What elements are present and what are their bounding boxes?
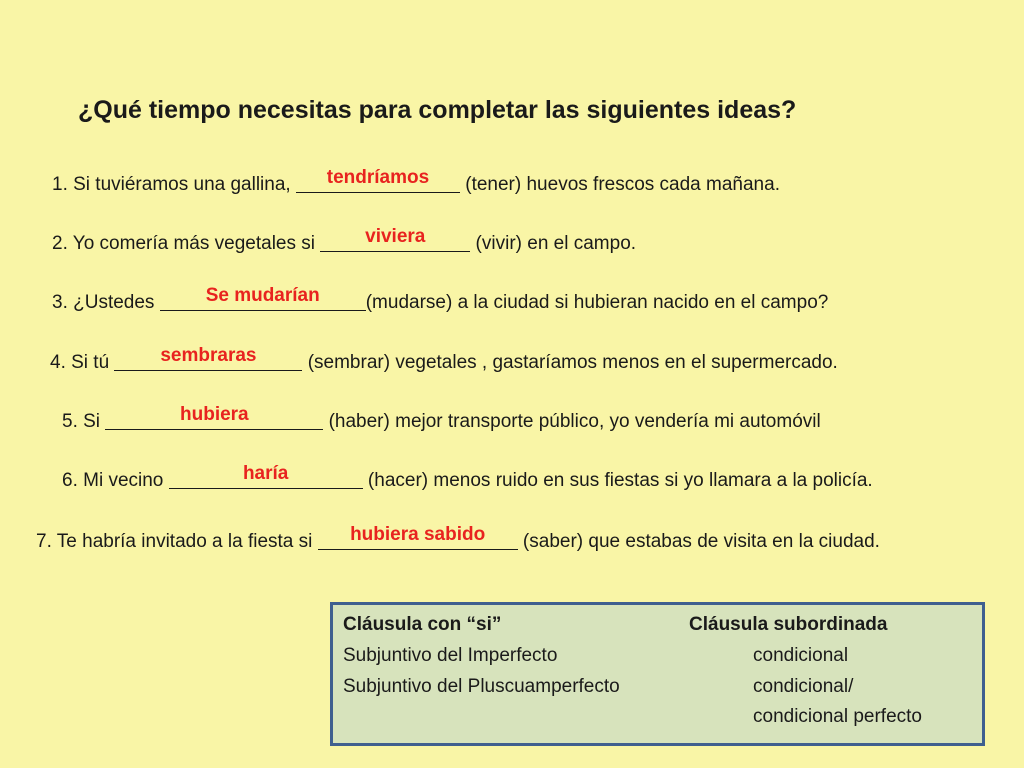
summary-box: [330, 602, 985, 746]
answer-blank: [320, 226, 470, 252]
answer-blank: [169, 463, 363, 489]
answer-text: hubiera: [180, 404, 249, 425]
answer-text: sembraras: [160, 345, 257, 366]
answer-blank: [296, 167, 460, 193]
answer-text: Se mudarían: [205, 285, 320, 306]
item-text-after: (mudarse) a la ciudad si hubieran nacido en el campo?: [365, 292, 829, 313]
exercise-item-5: [62, 404, 821, 435]
answer-blank: [105, 404, 323, 430]
answer-text: tendríamos: [326, 167, 430, 188]
item-text-before: 6. Mi vecino: [62, 470, 169, 491]
slide-title: ¿Qué tiempo necesitas para completar las siguientes ideas?: [78, 96, 797, 124]
box-row1-left: Subjuntivo del Imperfecto: [343, 645, 558, 666]
answer-text: hubiera sabido: [350, 524, 486, 545]
box-row2-right: condicional/: [753, 676, 854, 697]
exercise-item-1: [52, 167, 780, 198]
item-text-before: 1. Si tuviéramos una gallina,: [52, 174, 296, 195]
exercise-item-4: [50, 345, 838, 376]
item-text-after: (tener) huevos frescos cada mañana.: [459, 174, 780, 195]
answer-text: haría: [242, 463, 289, 484]
answer-blank: [114, 345, 302, 371]
item-text-before: 7. Te habría invitado a la fiesta si: [36, 531, 318, 552]
item-text-before: 4. Si tú: [50, 352, 115, 373]
exercise-item-3: [52, 285, 829, 316]
exercise-item-2: [52, 226, 637, 257]
box-header-right: Cláusula subordinada: [689, 614, 888, 635]
item-text-after: (haber) mejor transporte público, yo vendería mi automóvil: [323, 411, 821, 432]
answer-blank: [318, 524, 518, 550]
exercise-item-6: [62, 463, 873, 494]
answer-text: viviera: [365, 226, 426, 247]
box-row1-right: condicional: [753, 645, 849, 666]
item-text-before: 2. Yo comería más vegetales si: [52, 233, 321, 254]
item-text-after: (hacer) menos ruido en sus fiestas si yo llamara a la policía.: [362, 470, 873, 491]
item-text-before: 3. ¿Ustedes: [52, 292, 160, 313]
answer-blank: [160, 285, 366, 311]
item-text-after: (sembrar) vegetales , gastaríamos menos en el supermercado.: [302, 352, 838, 373]
box-row3-right: condicional perfecto: [753, 706, 922, 727]
box-row2-left: Subjuntivo del Pluscuamperfecto: [343, 676, 620, 697]
item-text-before: 5. Si: [62, 411, 106, 432]
item-text-after: (vivir) en el campo.: [470, 233, 637, 254]
item-text-after: (saber) que estabas de visita en la ciudad.: [517, 531, 880, 552]
exercise-item-7: [36, 524, 880, 555]
box-header-left: Cláusula con “si”: [343, 614, 502, 635]
